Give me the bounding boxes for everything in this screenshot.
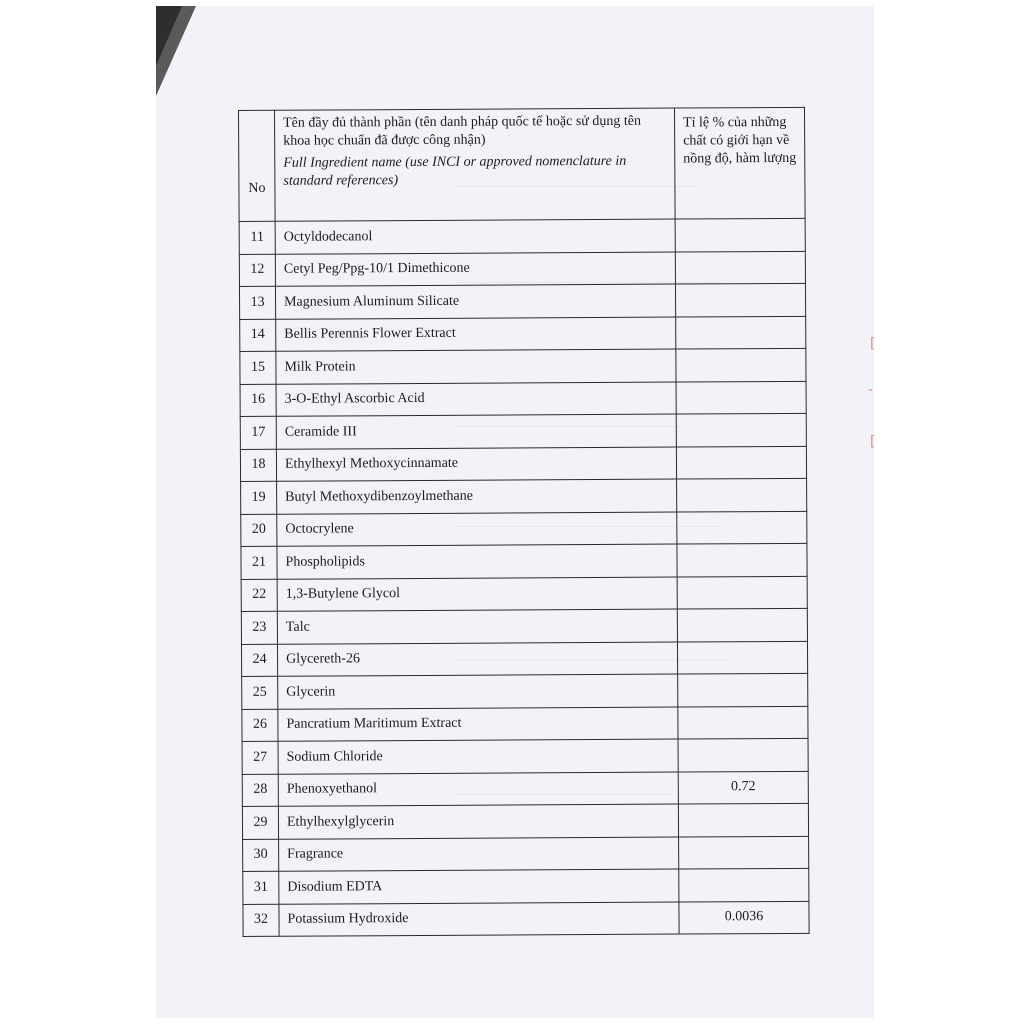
percent-value bbox=[676, 446, 806, 479]
ingredient-name: Fragrance bbox=[279, 837, 679, 872]
scanned-page bbox=[156, 6, 874, 1018]
percent-value: 0.0036 bbox=[679, 901, 809, 934]
ingredient-name: Milk Protein bbox=[276, 349, 676, 384]
ingredient-name: 1,3-Butylene Glycol bbox=[277, 577, 677, 612]
percent-value bbox=[677, 608, 807, 641]
ingredient-name: Octocrylene bbox=[277, 512, 677, 547]
ingredient-name: Disodium EDTA bbox=[279, 869, 679, 904]
table-header-row bbox=[239, 107, 806, 221]
table-row bbox=[241, 608, 807, 644]
row-number: 24 bbox=[241, 644, 277, 677]
ingredient-name: Talc bbox=[277, 609, 677, 644]
percent-value bbox=[676, 316, 806, 349]
table-row bbox=[242, 673, 808, 709]
percent-value bbox=[678, 673, 808, 706]
row-number: 27 bbox=[242, 741, 278, 774]
table-row bbox=[240, 413, 806, 449]
bleed-through-text: —————————————————————— bbox=[456, 274, 720, 288]
table-row bbox=[240, 446, 806, 482]
percent-value bbox=[676, 381, 806, 414]
table-row bbox=[243, 901, 809, 937]
ingredient-name: Octyldodecanol bbox=[275, 219, 675, 254]
ingredient-name: Ethylhexyl Methoxycinnamate bbox=[276, 447, 676, 482]
row-number: 31 bbox=[243, 871, 279, 904]
row-number: 18 bbox=[240, 449, 276, 482]
header-no: No bbox=[239, 110, 276, 221]
row-number: 29 bbox=[242, 806, 278, 839]
row-number: 22 bbox=[241, 579, 277, 612]
ingredient-name: Sodium Chloride bbox=[278, 739, 678, 774]
stamp-mark: [ bbox=[870, 434, 876, 450]
stamp-mark: - bbox=[868, 382, 874, 398]
header-percent-limit: Tỉ lệ % của những chất có giới hạn về nồng độ, hàm lượng bbox=[674, 107, 805, 219]
table-row bbox=[242, 738, 808, 774]
ingredient-name: Glycereth-26 bbox=[277, 642, 677, 677]
scan-corner-shadow bbox=[156, 6, 196, 96]
ingredient-name: Cetyl Peg/Ppg-10/1 Dimethicone bbox=[275, 252, 675, 287]
row-number: 25 bbox=[242, 676, 278, 709]
row-number: 30 bbox=[243, 839, 279, 872]
bleed-through-text: ———————————————————— bbox=[456, 178, 696, 192]
table-row bbox=[243, 836, 809, 872]
percent-value bbox=[678, 706, 808, 739]
ingredient-name: Phenoxyethanol bbox=[278, 772, 678, 807]
table-row bbox=[242, 771, 808, 807]
percent-value bbox=[677, 576, 807, 609]
percent-value bbox=[675, 251, 805, 284]
percent-value: 0.72 bbox=[678, 771, 808, 804]
row-number: 17 bbox=[240, 416, 276, 449]
stamp-mark: [ bbox=[870, 336, 876, 352]
percent-value bbox=[677, 511, 807, 544]
percent-value bbox=[677, 478, 807, 511]
ingredients-table bbox=[238, 107, 810, 937]
row-number: 21 bbox=[241, 546, 277, 579]
table-row bbox=[241, 576, 807, 612]
percent-value bbox=[675, 283, 805, 316]
ingredient-name: Glycerin bbox=[278, 674, 678, 709]
row-number: 19 bbox=[241, 481, 277, 514]
table-row bbox=[243, 868, 809, 904]
ingredient-name: Phospholipids bbox=[277, 544, 677, 579]
table-row bbox=[240, 348, 806, 384]
ingredient-name: Ethylhexylglycerin bbox=[278, 804, 678, 839]
bleed-through-text: —————————————————— bbox=[456, 786, 672, 800]
ingredient-name: Bellis Perennis Flower Extract bbox=[276, 317, 676, 352]
percent-value bbox=[679, 836, 809, 869]
row-number: 20 bbox=[241, 514, 277, 547]
table-row bbox=[240, 381, 806, 417]
percent-value bbox=[678, 738, 808, 771]
table-row bbox=[241, 511, 807, 547]
row-number: 13 bbox=[239, 286, 275, 319]
header-name-english: Full Ingredient name (use INCI or approved nomenclature in standard references) bbox=[283, 153, 627, 189]
table-row bbox=[241, 543, 807, 579]
percent-value bbox=[678, 803, 808, 836]
percent-value bbox=[677, 641, 807, 674]
row-number: 11 bbox=[239, 221, 275, 254]
table-row bbox=[242, 706, 808, 742]
table-row bbox=[239, 251, 805, 287]
percent-value bbox=[677, 543, 807, 576]
percent-value bbox=[676, 413, 806, 446]
ingredient-name: Pancratium Maritimum Extract bbox=[278, 707, 678, 742]
bleed-through-text: —————————————————————— bbox=[456, 518, 720, 532]
ingredient-name: Potassium Hydroxide bbox=[279, 902, 679, 937]
row-number: 26 bbox=[242, 709, 278, 742]
row-number: 14 bbox=[240, 319, 276, 352]
row-number: 28 bbox=[242, 774, 278, 807]
table-row bbox=[241, 478, 807, 514]
table-row bbox=[239, 283, 805, 319]
percent-value bbox=[679, 868, 809, 901]
table-row bbox=[239, 218, 805, 254]
row-number: 32 bbox=[243, 904, 279, 937]
row-number: 23 bbox=[241, 611, 277, 644]
table-row bbox=[242, 803, 808, 839]
header-name-vietnamese: Tên đầy đủ thành phần (tên danh pháp quốc tế hoặc sử dụng tên khoa học chuẩn đã được công nhận) bbox=[283, 113, 641, 149]
ingredient-name: Ceramide III bbox=[276, 414, 676, 449]
row-number: 15 bbox=[240, 351, 276, 384]
header-ingredient-name bbox=[275, 108, 676, 221]
bleed-through-text: ——————————————————————— bbox=[456, 652, 732, 666]
row-number: 16 bbox=[240, 384, 276, 417]
ingredient-name: Butyl Methoxydibenzoylmethane bbox=[277, 479, 677, 514]
ingredient-name: Magnesium Aluminum Silicate bbox=[275, 284, 675, 319]
percent-value bbox=[675, 218, 805, 251]
table-row bbox=[240, 316, 806, 352]
table-row bbox=[241, 641, 807, 677]
percent-value bbox=[676, 348, 806, 381]
bleed-through-text: ——————————————————— bbox=[456, 418, 684, 432]
ingredient-name: 3-O-Ethyl Ascorbic Acid bbox=[276, 382, 676, 417]
row-number: 12 bbox=[239, 254, 275, 287]
